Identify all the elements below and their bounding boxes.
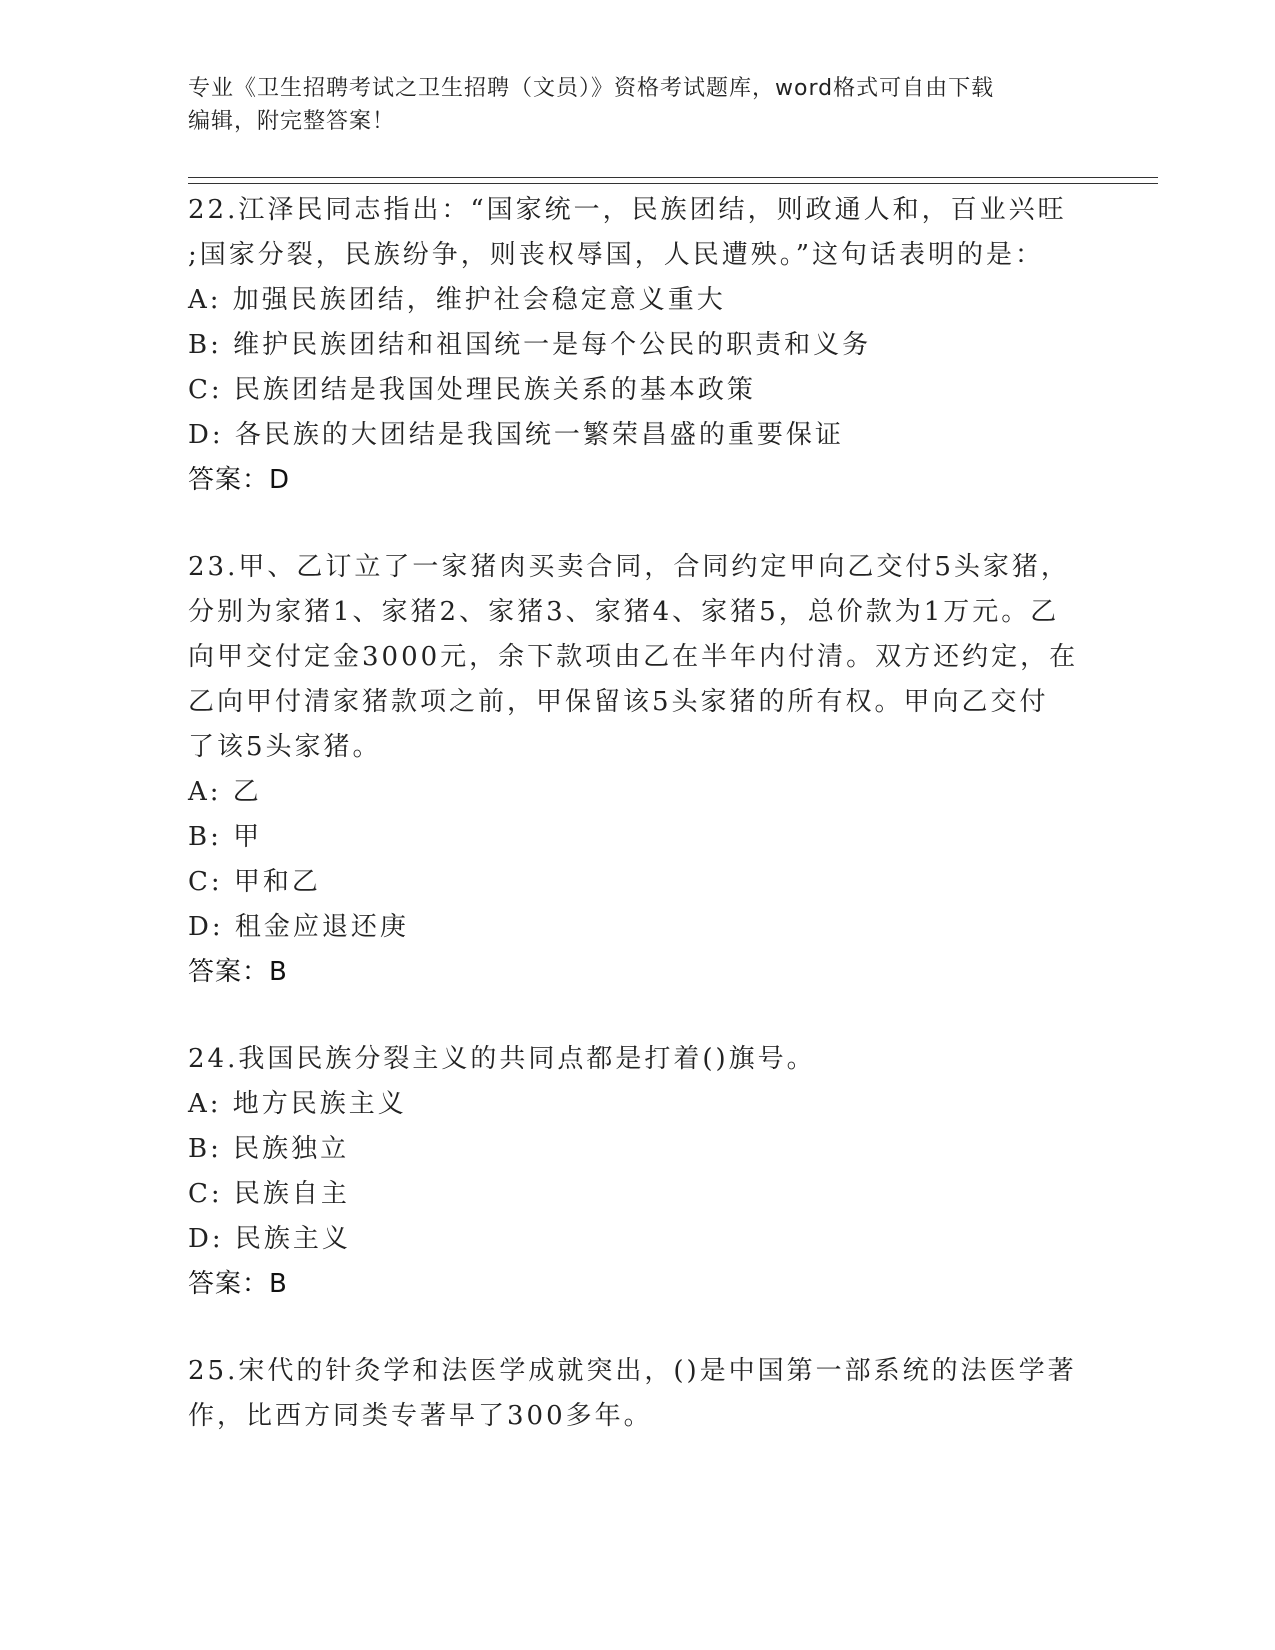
question-stem-line: ;国家分裂，民族纷争，则丧权辱国，人民遭殃。”这句话表明的是：: [188, 240, 1045, 270]
option-c: C: 民族自主: [188, 1179, 350, 1209]
answer-line: 答案：D: [188, 465, 291, 495]
question-stem-line: 分别为家猪1、家猪2、家猪3、家猪4、家猪5，总价款为1万元。乙: [188, 597, 1060, 627]
option-b: B: 甲: [188, 822, 263, 852]
question-stem-line: 23.甲、乙订立了一家猪肉买卖合同，合同约定甲向乙交付5头家猪，: [188, 552, 1070, 582]
option-d: D: 各民族的大团结是我国统一繁荣昌盛的重要保证: [188, 420, 844, 450]
question-stem-line: 24.我国民族分裂主义的共同点都是打着()旗号。: [188, 1044, 816, 1074]
question-24: [188, 1037, 1088, 1307]
question-stem-line: 乙向甲付清家猪款项之前，甲保留该5头家猪的所有权。甲向乙交付: [188, 687, 1049, 717]
question-stem-line: 作，比西方同类专著早了300多年。: [188, 1401, 653, 1431]
option-a: A: 乙: [188, 777, 262, 807]
question-stem-line: 22.江泽民同志指出：“国家统一，民族团结，则政通人和，百业兴旺: [188, 195, 1067, 225]
question-23: [188, 545, 1088, 995]
header-line-1: 专业《卫生招聘考试之卫生招聘（文员）》资格考试题库，word格式可自由下载: [188, 76, 995, 101]
answer-line: 答案：B: [188, 957, 288, 987]
question-22: [188, 188, 1088, 503]
option-c: C: 民族团结是我国处理民族关系的基本政策: [188, 375, 756, 405]
question-stem-line: 向甲交付定金3000元，余下款项由乙在半年内付清。双方还约定，在: [188, 642, 1079, 672]
question-stem-line: 25.宋代的针灸学和法医学成就突出，()是中国第一部系统的法医学著: [188, 1356, 1077, 1386]
question-list: [188, 188, 1088, 1481]
header-line-2: 编辑，附完整答案！: [188, 109, 396, 134]
header-divider: [188, 177, 1158, 184]
option-d: D: 租金应退还庚: [188, 912, 409, 942]
answer-line: 答案：B: [188, 1269, 288, 1299]
question-stem-line: 了该5头家猪。: [188, 732, 382, 762]
option-a: A: 地方民族主义: [188, 1089, 407, 1119]
document-header: [188, 72, 1068, 138]
option-d: D: 民族主义: [188, 1224, 351, 1254]
option-b: B: 维护民族团结和祖国统一是每个公民的职责和义务: [188, 330, 872, 360]
question-25: [188, 1349, 1088, 1439]
option-a: A: 加强民族团结，维护社会稳定意义重大: [188, 285, 726, 315]
option-b: B: 民族独立: [188, 1134, 350, 1164]
option-c: C: 甲和乙: [188, 867, 321, 897]
